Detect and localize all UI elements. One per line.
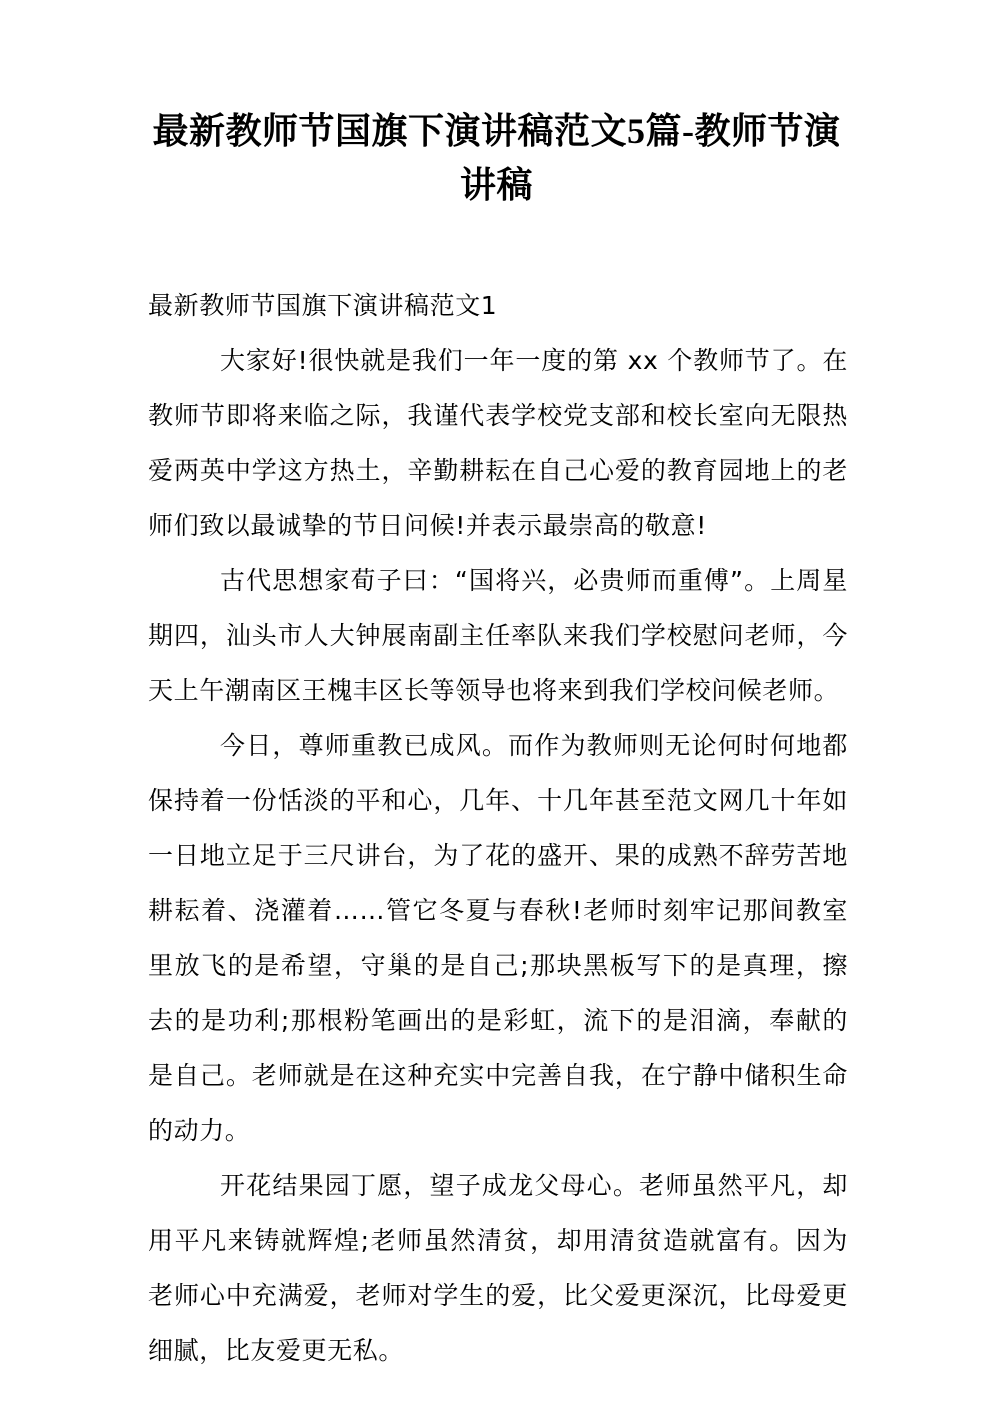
document-body xyxy=(148,278,848,1378)
body-paragraph-2: 古代思想家荀子曰：“国将兴，必贵师而重傅”。上周星期四，汕头市人大钟展南副主任率队来我们学校慰问老师，今天上午潮南区王槐丰区长等领导也将来到我们学校问候老师。 xyxy=(148,566,848,705)
body-paragraph-3: 今日，尊师重教已成风。而作为教师则无论何时何地都保持着一份恬淡的平和心，几年、十几年甚至范文网几十年如一日地立足于三尺讲台，为了花的盛开、果的成熟不辞劳苦地耕耘着、浇灌着……管它冬夏与春秋!老师时刻牢记那间教室里放飞的是希望，守巢的是自己;那块黑板写下的是真理，擦去的是功利;那根粉笔画出的是彩虹，流下的是泪滴，奉献的是自己。老师就是在这种充实中完善自我，在宁静中储积生命的动力。 xyxy=(148,731,848,1145)
body-paragraph-4: 开花结果园丁愿，望子成龙父母心。老师虽然平凡，却用平凡来铸就辉煌;老师虽然清贫，却用清贫造就富有。因为老师心中充满爱，老师对学生的爱，比父爱更深沉，比母爱更细腻，比友爱更无私。 xyxy=(148,1171,848,1365)
page-title: 最新教师节国旗下演讲稿范文5篇-教师节演讲稿 xyxy=(152,111,841,205)
section-label: 最新教师节国旗下演讲稿范文1 xyxy=(148,291,498,320)
body-paragraph-1: 大家好!很快就是我们一年一度的第 xx 个教师节了。在教师节即将来临之际，我谨代表学校党支部和校长室向无限热爱两英中学这方热土，辛勤耕耘在自己心爱的教育园地上的老师们致以最诚挚的节日问候!并表示最崇高的敬意! xyxy=(148,346,848,540)
